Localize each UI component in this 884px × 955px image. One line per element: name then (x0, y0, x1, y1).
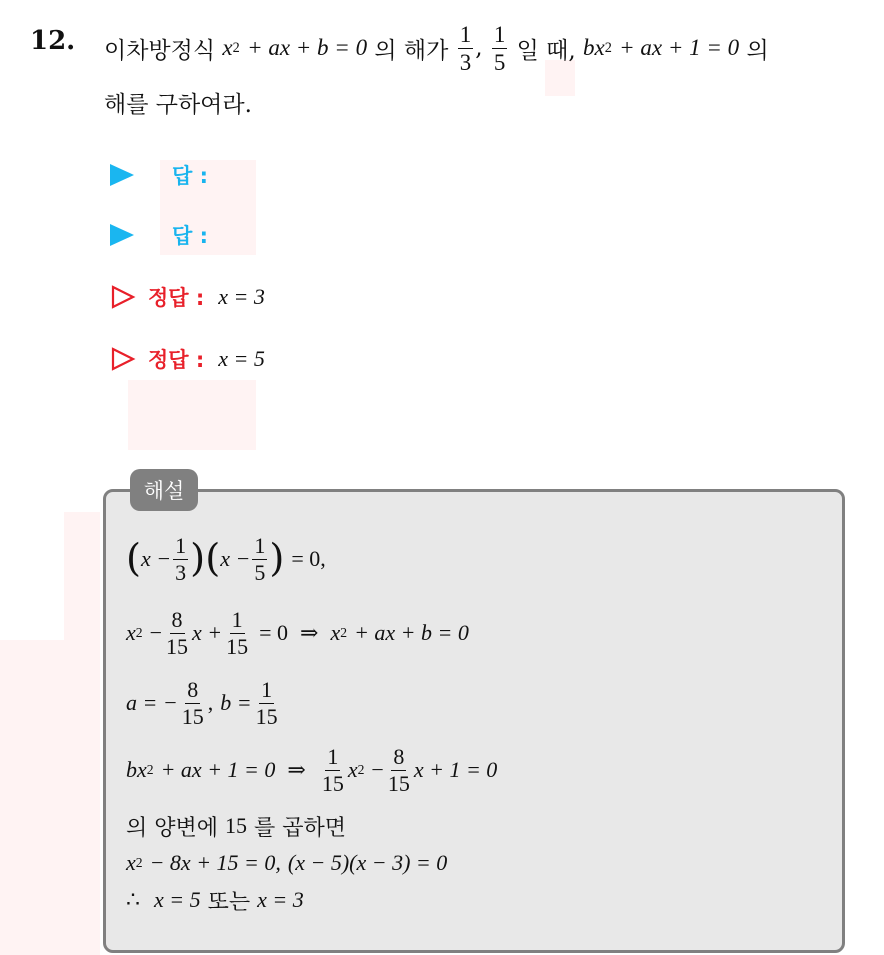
correct-answer-row-1 (110, 282, 265, 312)
solution-line-5: 의 양변에 15 를 곱하면 (126, 813, 347, 841)
outline-triangle-icon (110, 346, 136, 372)
fraction-one-fifth: $\frac{1}{5}$ (493, 21, 506, 75)
solution-tab: 해설 (130, 469, 198, 511)
solution-line-7: ∴ x = 5 또는 x = 3 (126, 887, 304, 915)
question-text-line2: 해를 구하여라. (104, 92, 252, 118)
math-x: x (222, 35, 233, 60)
solution-line-4: bx 2 + ax + 1 = 0 ⇒ $\frac{1}{15}$ x 2 − $\frac{8}{15}$ x + 1 = 0 (126, 743, 498, 796)
solution-line-1: ( x − $\frac{1}{3}$ ) ( x − $\frac{1}{5}$ ) = 0, (126, 532, 326, 585)
correct-answer-label: 정답 : (148, 348, 205, 372)
background-tint (64, 512, 100, 955)
question-text: 의 해가 (374, 37, 449, 64)
play-triangle-icon (110, 164, 134, 186)
answer-label: 답 : (172, 164, 208, 188)
question-text: 이차방정식 (104, 37, 216, 64)
equation-2: + ax + 1 = 0 (619, 35, 740, 60)
solution-line-2: x 2 − $\frac{8}{15}$ x + $\frac{1}{15}$ = 0 ⇒ x 2 + ax + b = 0 (126, 606, 469, 659)
solution-line-3: a = − $\frac{8}{15}$ , b = $\frac{1}{15}$ (126, 676, 278, 729)
question-text: 의 (746, 37, 769, 64)
correct-answer-label: 정답 : (148, 286, 205, 310)
correct-answer-row-2 (110, 344, 265, 374)
outline-triangle-icon (110, 284, 136, 310)
play-triangle-icon (110, 224, 134, 246)
question-text: 일 때, (516, 37, 576, 64)
solution-line-6: x 2 − 8x + 15 = 0, (x − 5)(x − 3) = 0 (126, 850, 448, 875)
answer-label: 답 : (172, 224, 208, 248)
correct-answer-value: x = 5 (218, 346, 265, 371)
answer-row-1[interactable] (110, 160, 208, 190)
question-number: 12. (30, 26, 76, 56)
background-tint (0, 640, 64, 955)
fraction-one-third: $\frac{1}{3}$ (459, 21, 472, 75)
question-text-line1: 이차방정식 x 2 + ax + b = 0 의 해가 $\frac{1}{3}$ , $\frac{1}{5}$ 일 때, bx 2 + ax + 1 = 0 의 (104, 21, 769, 75)
equation-1: + ax + b = 0 (247, 35, 368, 60)
math-bx: bx (583, 35, 605, 60)
answer-row-2[interactable] (110, 220, 208, 250)
correct-answer-value: x = 3 (218, 284, 265, 309)
background-tint (128, 380, 256, 450)
